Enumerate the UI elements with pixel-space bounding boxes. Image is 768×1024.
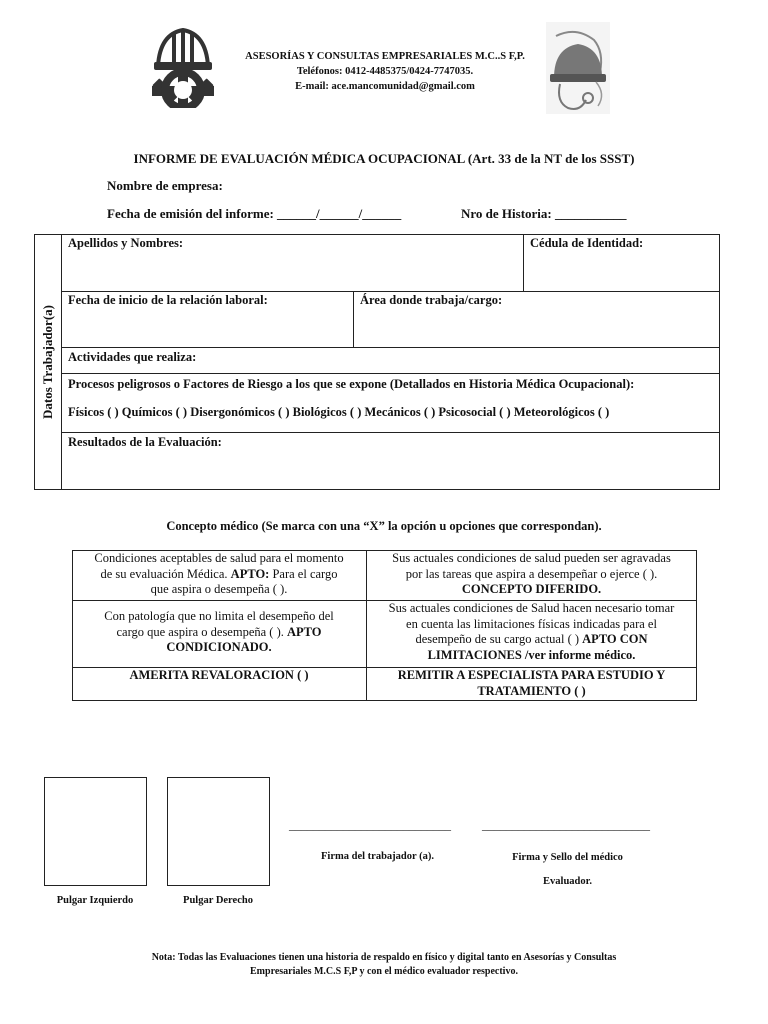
id-card-field[interactable]: Cédula de Identidad: — [530, 236, 644, 250]
history-number-field[interactable]: Nro de Historia: ___________ — [461, 206, 627, 221]
company-phones: Teléfonos: 0412-4485375/0424-7747035. — [296, 66, 474, 77]
issue-date-field[interactable]: Fecha de emisión del informe: ______/______/______ — [107, 206, 402, 221]
row-divider — [62, 347, 720, 348]
worker-data-side-label: Datos Trabajador(a) — [34, 234, 62, 490]
option-apto-con-limitaciones[interactable]: Sus actuales condiciones de Salud hacen necesario tomar en cuenta las limitaciones físicas indicadas para el desempeño de su cargo actual ( ) APTO CON LIMITACIONES /ver informe médico. — [388, 601, 675, 662]
option-apto-condicionado[interactable]: Con patología que no limita el desempeño del cargo que aspira o desempeña ( ). APTO CONDICIONADO. — [104, 609, 334, 654]
risk-factors-title: Procesos peligrosos o Factores de Riesgo a los que se expone (Detallados en Historia Médica Ocupacional): — [68, 377, 635, 391]
company-email: E-mail: ace.mancomunidad@gmail.com — [295, 81, 475, 92]
left-thumbprint-box[interactable] — [44, 777, 147, 886]
column-divider — [353, 291, 354, 348]
helmet-stethoscope-logo — [546, 22, 610, 114]
start-date-field[interactable]: Fecha de inicio de la relación laboral: — [68, 293, 268, 307]
row-divider — [62, 373, 720, 374]
company-name-field[interactable]: Nombre de empresa: — [107, 178, 223, 193]
names-field[interactable]: Apellidos y Nombres: — [68, 236, 184, 250]
column-divider — [523, 234, 524, 292]
doctor-signature-label: Firma y Sello del médico — [512, 852, 623, 863]
report-title: INFORME DE EVALUACIÓN MÉDICA OCUPACIONAL (Art. 33 de la NT de los SSST) — [133, 151, 635, 166]
medical-concept-heading: Concepto médico (Se marca con una “X” la opción u opciones que correspondan). — [166, 519, 602, 533]
left-thumb-label: Pulgar Izquierdo — [56, 895, 134, 906]
option-amerita-revaloracion[interactable]: AMERITA REVALORACION ( ) — [129, 668, 309, 682]
work-area-field[interactable]: Área donde trabaja/cargo: — [360, 293, 503, 307]
risk-factors-checklist[interactable]: Físicos ( ) Químicos ( ) Disergonómicos ( ) Biológicos ( ) Mecánicos ( ) Psicosocial ( ) Meteorológicos ( ) — [68, 405, 610, 419]
option-concepto-diferido[interactable]: Sus actuales condiciones de salud pueden ser agravadas por las tareas que aspira a desempeñar o ejerce ( ). CONCEPTO DIFERIDO. — [392, 551, 671, 596]
row-divider — [62, 432, 720, 433]
worker-signature-label: Firma del trabajador (a). — [321, 851, 434, 862]
activities-field[interactable]: Actividades que realiza: — [68, 350, 197, 364]
worker-signature-line[interactable]: ___________________________ — [289, 818, 451, 832]
evaluation-results-field[interactable]: Resultados de la Evaluación: — [68, 435, 222, 449]
company-name: ASESORÍAS Y CONSULTAS EMPRESARIALES M.C..S F,P. — [245, 51, 525, 62]
option-remitir-especialista[interactable]: REMITIR A ESPECIALISTA PARA ESTUDIO Y TRATAMIENTO ( ) — [397, 668, 666, 698]
right-thumbprint-box[interactable] — [167, 777, 270, 886]
footer-note: Nota: Todas las Evaluaciones tienen una historia de respaldo en físico y digital tanto en Asesorías y Consultas Empresariales M.C.S F,P y con el médico evaluador respectivo. — [151, 952, 617, 977]
right-thumb-label: Pulgar Derecho — [183, 895, 253, 906]
doctor-signature-label-2: Evaluador. — [543, 876, 592, 887]
doctor-signature-line[interactable]: ____________________________ — [482, 818, 650, 832]
row-divider — [62, 291, 720, 292]
option-apto[interactable]: Condiciones aceptables de salud para el momento de su evaluación Médica. APTO: Para el cargo que aspira o desempeña ( ). — [94, 551, 344, 596]
